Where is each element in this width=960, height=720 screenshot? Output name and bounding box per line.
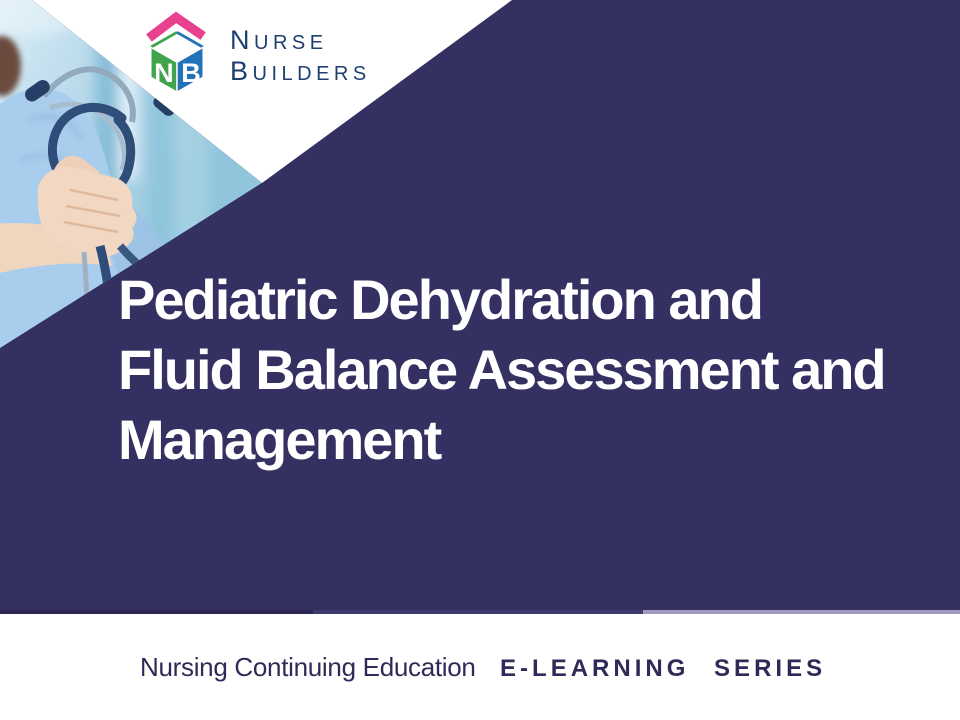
- footer-text: [0, 652, 826, 683]
- title-line-1: Pediatric Dehydration and: [118, 268, 762, 331]
- nb-cube-icon: [138, 8, 216, 94]
- nurse-builders-logo: [138, 8, 371, 94]
- cube-letter-n: N: [154, 56, 174, 88]
- footer-bar: [0, 614, 960, 720]
- logo-word-nurse: NURSE: [230, 25, 328, 55]
- stethoscope-metal-tail: [84, 252, 87, 332]
- logo-word-builders: BUILDERS: [230, 56, 371, 86]
- title-line-2: Fluid Balance Assessment and: [118, 338, 885, 401]
- footer-program-label: Nursing Continuing Education: [140, 651, 476, 682]
- logo-wordmark: [230, 8, 371, 88]
- slide-title: [118, 265, 928, 475]
- title-line-3: Management: [118, 408, 441, 471]
- cube-letter-b: B: [181, 56, 201, 88]
- footer-series-label: E-LEARNING SERIES: [500, 654, 827, 682]
